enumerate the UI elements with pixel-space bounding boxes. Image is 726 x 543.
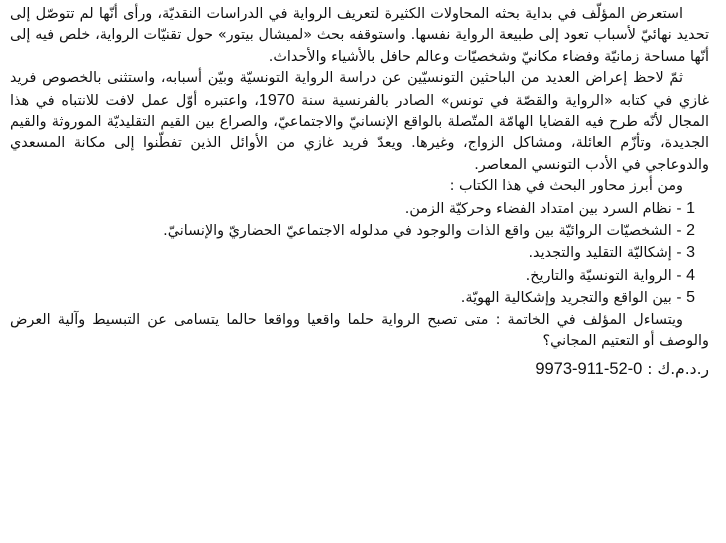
axis-number: 5 <box>686 289 695 307</box>
axis-item-1 <box>10 198 709 220</box>
axis-item-4 <box>10 265 709 287</box>
axis-number: 4 <box>686 266 695 284</box>
axis-number: 1 <box>686 199 695 217</box>
axis-separator: - <box>671 245 687 262</box>
axes-intro: ومن أبرز محاور البحث في هذا الكتاب : <box>449 178 683 195</box>
axis-text: بين الواقع والتجريد وإشكالية الهويّة. <box>460 290 672 307</box>
paragraph-text-after-year: ، واعتبره أوّل عمل لافت للانتباه في هذا المجال لأنّه طرح فيه القضايا الهامّة المتّصلة بالواقع الإنسانيّ والاجتماعيّ، والصراع بين القيم التقليديّة الموروثة والقيم الجديدة، وتأزّم العائلة، ومشاكل الزواج، وغيرها. ويعدّ فريد غازي من الأوائل الذين تفطّنوا إلى مكانة المسعدي والدوعاجي في الأدب التونسي المعاصر. <box>10 92 709 173</box>
axis-number: 2 <box>686 222 695 240</box>
axis-separator: - <box>671 223 687 240</box>
paragraph-conclusion: ويتساءل المؤلف في الخاتمة : متى تصبح الرواية حلما واقعيا وواقعا حالما يتسامى عن التبسيط وآلية العرض والوصف أو التعتيم المجاني؟ <box>10 311 709 350</box>
axis-text: الرواية التونسيّة والتاريخ. <box>525 267 672 284</box>
paragraph-tunisian-researchers <box>10 68 709 176</box>
axis-separator: - <box>671 290 687 307</box>
axis-text: إشكاليّة التقليد والتجديد. <box>528 245 672 262</box>
axis-item-5 <box>10 287 709 309</box>
isbn-value: 9973-911-52-0 <box>535 359 643 378</box>
axis-text: نظام السرد بين امتداد الفضاء وحركيّة الزمن. <box>404 200 672 217</box>
axis-separator: - <box>671 267 687 284</box>
publication-year: 1970 <box>258 91 295 109</box>
axis-item-2 <box>10 220 709 242</box>
document-page <box>10 4 709 380</box>
paragraph-text-before-year: ثمّ لاحظ إعراض العديد من الباحثين التونسيّين عن دراسة الرواية التونسيّة وبيّن أسبابه، واستثنى بالخصوص فريد غازي في كتابه «الرواية والقصّة في تونس» الصادر بالفرنسية سنة <box>10 70 710 109</box>
axis-number: 3 <box>686 244 695 262</box>
axis-text: الشخصيّات الروائيّة بين واقع الذات والوجود في مدلوله الاجتماعيّ الحضاريّ والإنسانيّ. <box>163 223 672 240</box>
isbn-label: ر.د.م.ك : <box>647 359 709 378</box>
isbn-line <box>10 358 709 380</box>
paragraph-definition-of-novel: استعرض المؤلّف في بداية بحثه المحاولات الكثيرة لتعريف الرواية في الدراسات النقديّة، ورأى أنّها لم تتوصّل إلى تحديد نهائيّ لأسباب تعود إلى طبيعة الرواية نفسها. واستوقفه بحث «لميشال بيتور» حول تقنيّات الرواية، خلص فيه إلى أنّها مساحة زمانيّة وفضاء مكانيّ وشخصيّات وعالم حافل بالأشياء والأحداث. <box>10 6 709 65</box>
axis-item-3 <box>10 242 709 264</box>
axis-separator: - <box>671 200 687 217</box>
